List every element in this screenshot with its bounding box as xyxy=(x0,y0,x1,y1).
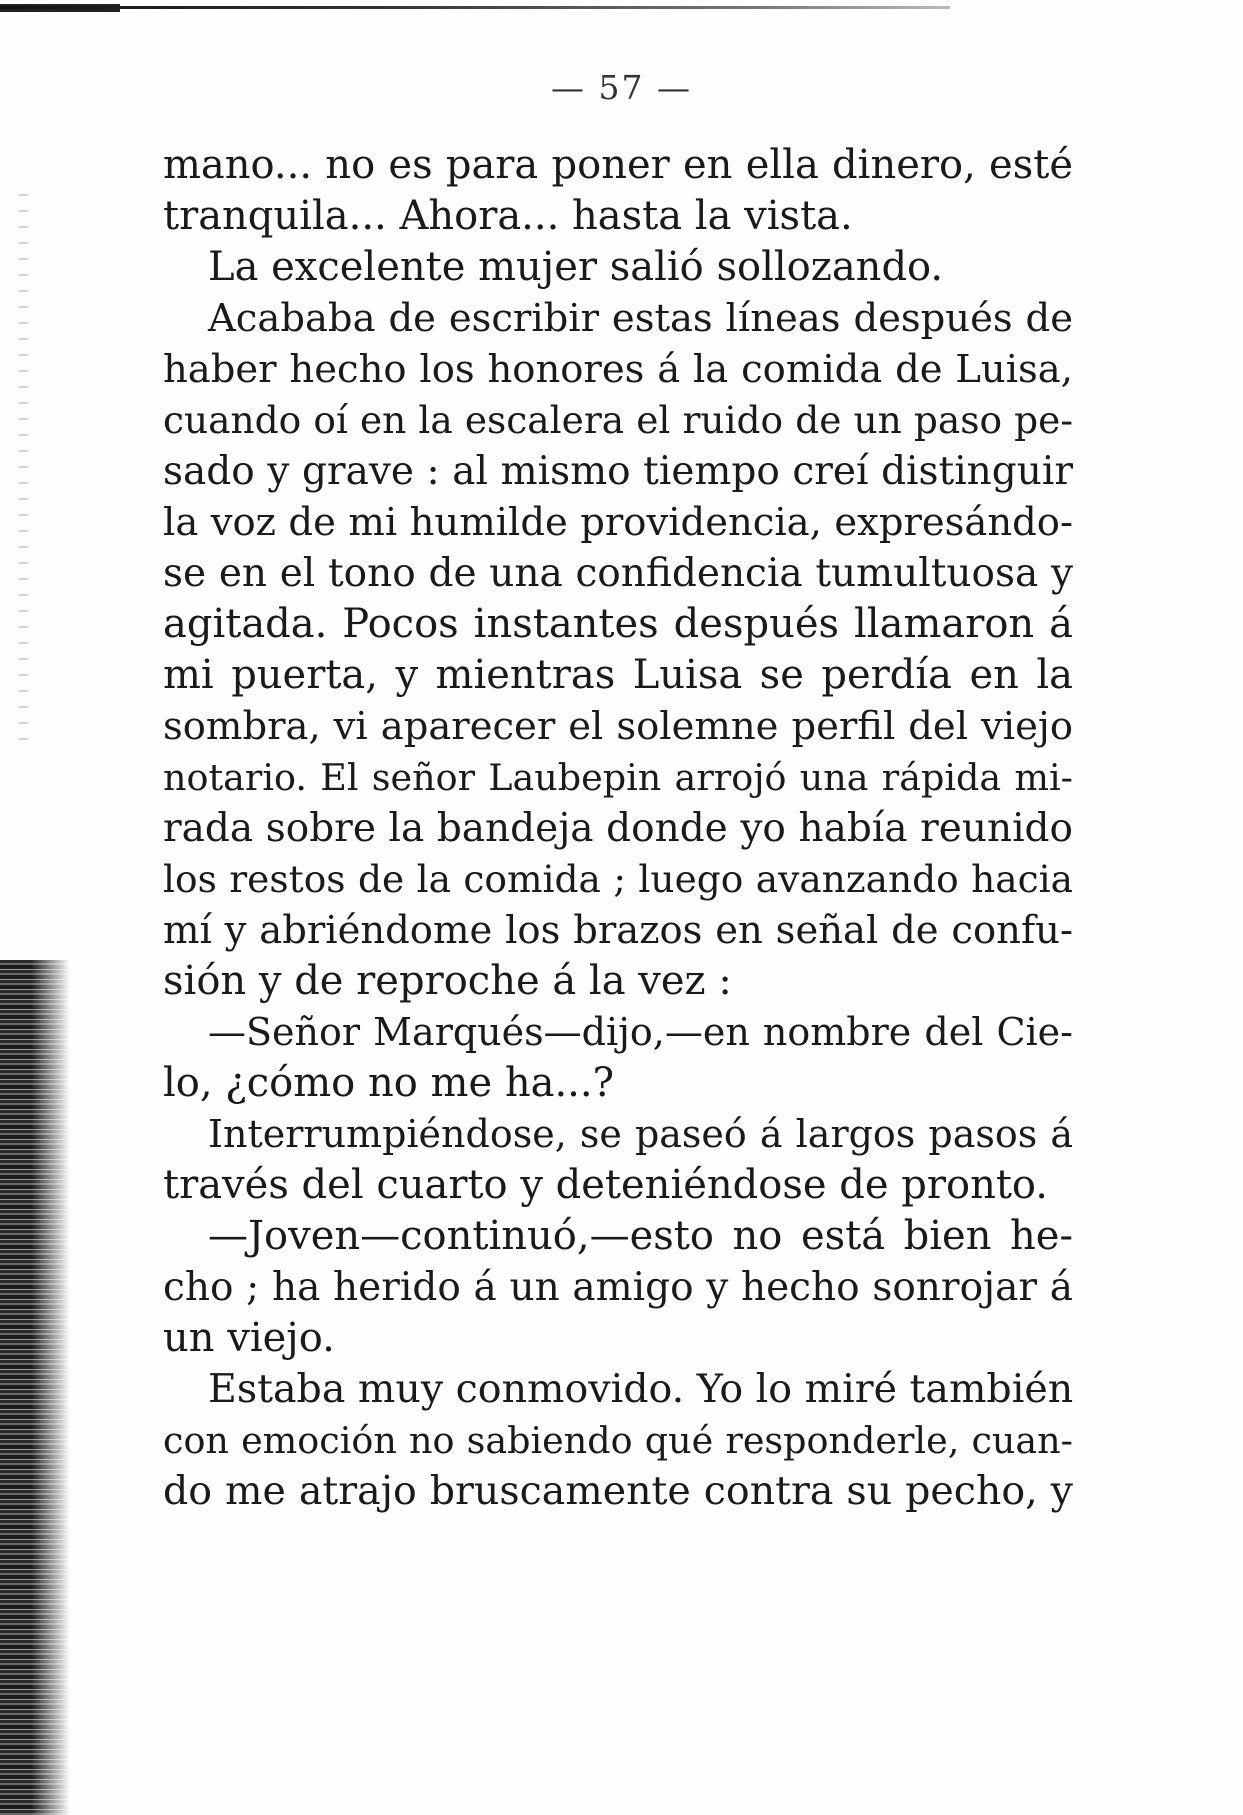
binding-edge-shadow xyxy=(0,960,70,1815)
text-line: cho ; ha herido á un amigo y hecho sonrojar á xyxy=(163,1265,1073,1310)
text-line: haber hecho los honores á la comida de Luisa, xyxy=(163,347,1073,392)
text-line: la voz de mi humilde providencia, expresándo- xyxy=(163,500,1073,545)
body-text xyxy=(163,140,1073,1517)
text-line: do me atrajo bruscamente contra su pecho, y xyxy=(163,1468,1073,1514)
page-top-rule xyxy=(0,6,950,9)
text-line: mano... no es para poner en ella dinero, esté xyxy=(163,142,1073,188)
text-line: sión y de reproche á la vez : xyxy=(163,958,732,1004)
text-line: —Señor Marqués—dijo,—en nombre del Cie- xyxy=(208,1010,1073,1054)
text-line: mi puerta, y mientras Luisa se perdía en la xyxy=(163,652,1073,698)
text-line: Interrumpiéndose, se paseó á largos pasos á xyxy=(208,1112,1073,1156)
text-line: se en el tono de una confidencia tumultuosa y xyxy=(163,551,1073,596)
text-line: sombra, vi aparecer el solemne perfil del viejo xyxy=(163,704,1073,749)
text-line: un viejo. xyxy=(163,1315,335,1361)
text-line: tranquila... Ahora... hasta la vista. xyxy=(163,193,853,239)
text-line: rada sobre la bandeja donde yo había reunido xyxy=(163,806,1073,851)
text-line: notario. El señor Laubepin arrojó una rápida mi- xyxy=(163,756,1073,799)
text-line: con emoción no sabiendo qué responderle, cuan- xyxy=(163,1419,1073,1462)
text-line: agitada. Pocos instantes después llamaron á xyxy=(163,601,1073,647)
text-line: sado y grave : al mismo tiempo creí distinguir xyxy=(163,449,1073,494)
text-line: mí y abriéndome los brazos en señal de confu- xyxy=(163,908,1073,953)
text-line: La excelente mujer salió sollozando. xyxy=(208,244,944,290)
page-number: — 57 — xyxy=(551,68,692,107)
text-line: —Joven—continuó,—esto no está bien he- xyxy=(208,1213,1073,1259)
text-line: Acababa de escribir estas líneas después de xyxy=(208,296,1073,341)
text-line: cuando oí en la escalera el ruido de un paso pe- xyxy=(163,398,1073,442)
text-line: través del cuarto y deteniéndose de pronto. xyxy=(163,1162,1048,1208)
scan-speckles xyxy=(18,180,28,740)
text-line: Estaba muy conmovido. Yo lo miré también xyxy=(208,1366,1074,1412)
text-line: los restos de la comida ; luego avanzando hacia xyxy=(163,857,1073,901)
text-line: lo, ¿cómo no me ha...? xyxy=(163,1060,615,1106)
